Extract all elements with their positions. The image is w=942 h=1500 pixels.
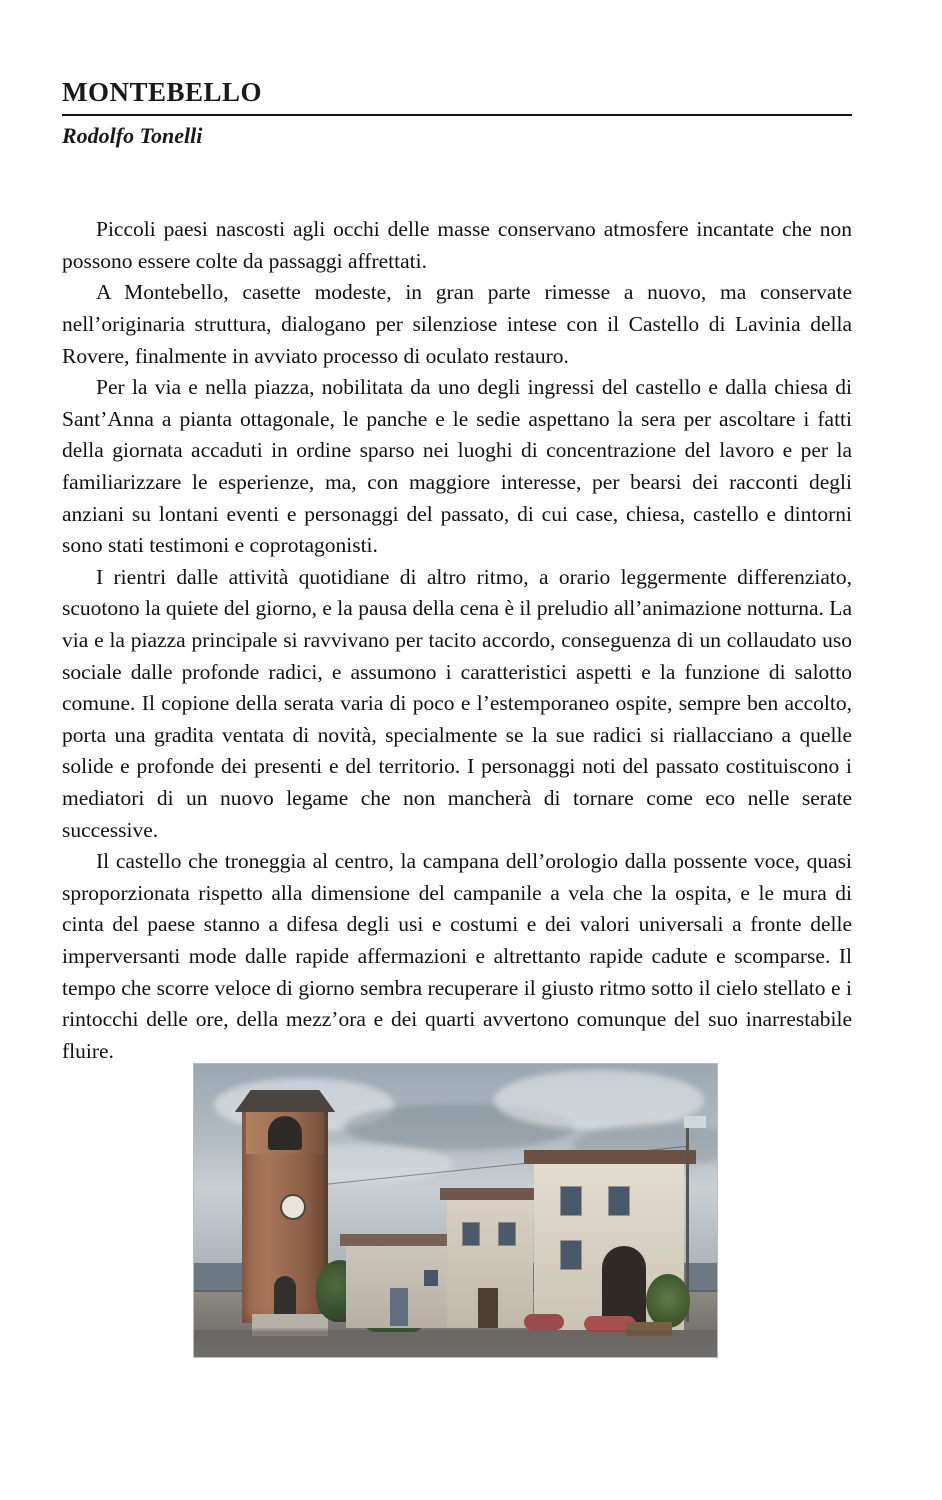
house-middle-window: [498, 1222, 516, 1246]
house-middle-window: [462, 1222, 480, 1246]
title-divider: [62, 114, 852, 116]
author-name: Rodolfo Tonelli: [62, 122, 203, 148]
house-middle-door: [478, 1288, 498, 1328]
page-content: [62, 78, 852, 1067]
flag: [684, 1116, 706, 1128]
paragraph: Il castello che troneggia al centro, la campana dell’orologio dalla possente voce, quasi sproporzionata rispetto alla dimensione del campanile a vela che la ospita, e le mura di cinta del paese stanno a difesa degli usi e costumi e dei valori universali a fronte delle imperversanti mode dalle rapide affermazioni e altrettanto rapide cadute e scomparse. Il tempo che scorre veloce di giorno sembra recuperare il giusto ritmo sotto il cielo stellato e i rintocchi delle ore, della mezz’ora e dei quarti avvertono comunque del suo inarrestabile fluire.: [62, 849, 852, 1063]
bell-arch: [268, 1116, 302, 1150]
house-left-window: [424, 1270, 438, 1286]
tower-steps: [252, 1314, 328, 1328]
paragraph: Piccoli paesi nascosti agli occhi delle masse conservano atmosfere incantate che non possono essere colte da passaggi affrettati.: [62, 217, 852, 273]
house-right-window: [560, 1240, 582, 1270]
paragraph: I rientri dalle attività quotidiane di altro ritmo, a orario leggermente differenziato, scuotono la quiete del giorno, e la pausa della cena è il preludio all’animazione notturna. La via e la piazza principale si ravvivano per tacito accordo, conseguenza di un collaudato uso sociale dalle profonde radici, e assumono i caratteristici aspetti e la funzione di salotto comune. Il copione della serata varia di poco e l’estemporaneo ospite, sempre ben accolto, porta una gradita ventata di novità, specialmente se la sue radici si riallacciano a quelle solide e profonde dei presenti e del territorio. I personaggi noti del passato costituiscono i mediatori di un nuovo legame che non mancherà di tornare come eco nelle serate successive.: [62, 564, 852, 842]
house-left-door: [390, 1288, 408, 1326]
cloud: [494, 1070, 704, 1130]
paragraph: A Montebello, casette modeste, in gran parte rimesse a nuovo, ma conservate nell’originaria struttura, dialogano per silenziose intese con il Castello di Lavinia della Rovere, finalmente in avviato processo di oculato restauro.: [62, 280, 852, 368]
potted-plant: [646, 1274, 690, 1328]
tower-clock-face: [280, 1194, 306, 1220]
article-body: [62, 214, 852, 1067]
house-left-roof: [340, 1234, 464, 1246]
house-right-roof: [524, 1150, 696, 1164]
house-right-window: [608, 1186, 630, 1216]
paragraph: Per la via e nella piazza, nobilitata da uno degli ingressi del castello e dalla chiesa di Sant’Anna a pianta ottagonale, le panche e le sedie aspettano la sera per ascoltare i fatti della giornata accaduti in ordine sparso nei luoghi di concentrazione del lavoro e per la familiarizzare le esperienze, ma, con maggiore interesse, per bearsi dei racconti degli anziani su lontani eventi e personaggi del passato, di cui case, chiesa, castello e dintorni sono stati testimoni e coprotagonisti.: [62, 375, 852, 558]
photograph-village-square: [193, 1063, 718, 1358]
house-middle-roof: [440, 1188, 542, 1200]
tower-door: [274, 1276, 296, 1318]
house-right-window: [560, 1186, 582, 1216]
flower-bed: [524, 1314, 564, 1330]
page-title: MONTEBELLO: [62, 77, 263, 107]
ground-shadow: [194, 1330, 717, 1358]
